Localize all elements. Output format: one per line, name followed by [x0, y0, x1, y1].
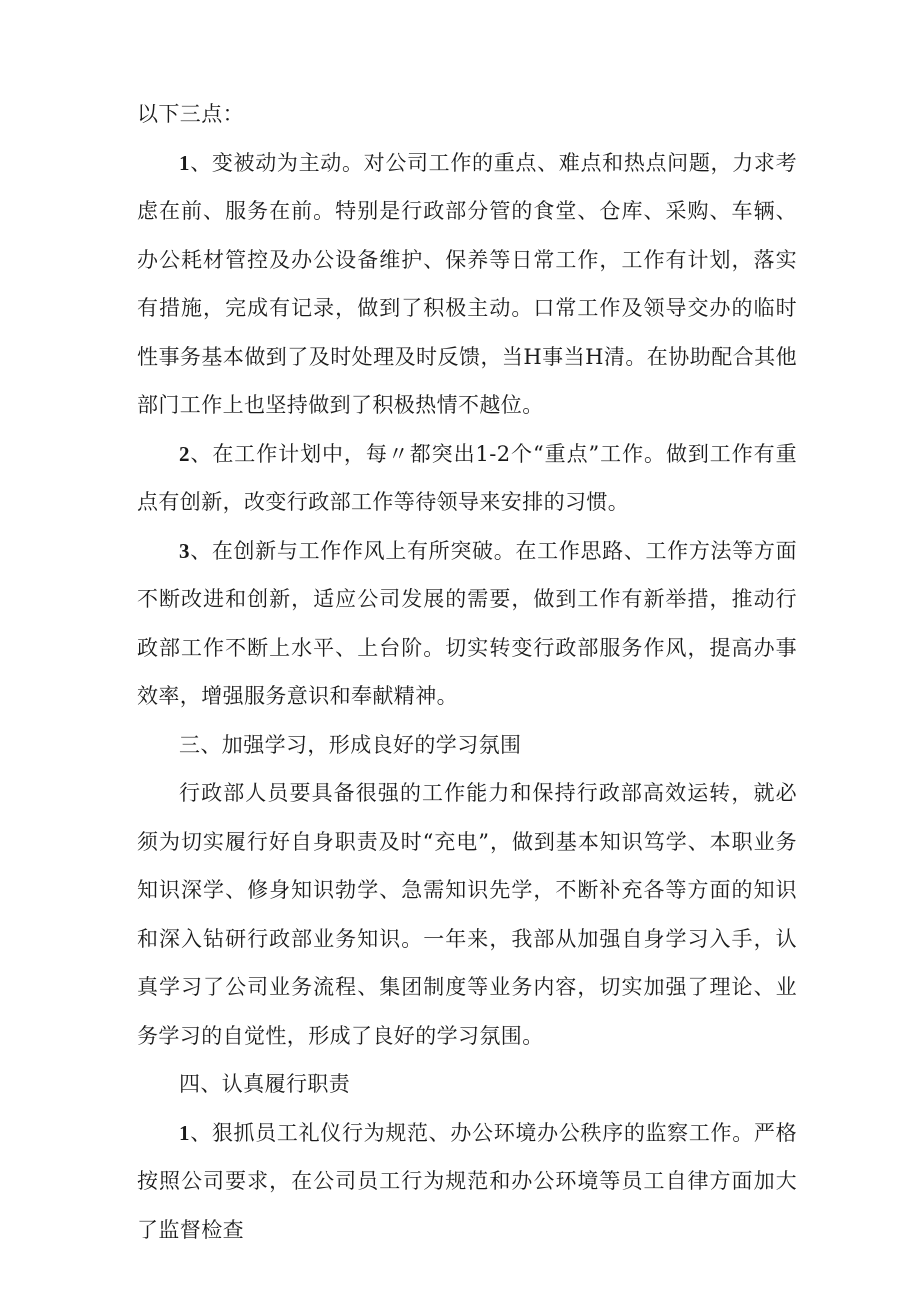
paragraph-intro — [137, 90, 797, 139]
heading-text: 三、加强学习，形成良好的学习氛围 — [179, 732, 522, 757]
document-body — [137, 90, 797, 1254]
item-number: 1 — [179, 150, 190, 175]
item-number: 3 — [179, 538, 190, 563]
paragraph-text: 、狠抓员工礼仪行为规范、办公环境办公秩序的监察工作。严格按照公司要求，在公司员工行为规范和办公环境等员工自律方面加大了监督检查 — [137, 1120, 797, 1242]
item-number: 2 — [179, 441, 190, 466]
paragraph-item-2 — [137, 430, 797, 527]
item-number: 1 — [179, 1120, 190, 1145]
section-heading-4 — [137, 1060, 797, 1109]
paragraph-text: 行政部人员要具备很强的工作能力和保持行政部高效运转，就必须为切实履行好自身职责及时“充电”，做到基本知识笃学、本职业务知识深学、修身知识勃学、急需知识先学，不断补充各等方面的知识和深入钻研行政部业务知识。一年来，我部从加强自身学习入手，认真学习了公司业务流程、集团制度等业务内容，切实加强了理论、业务学习的自觉性，形成了良好的学习氛围。 — [137, 781, 797, 1048]
paragraph-duty-1 — [137, 1109, 797, 1255]
paragraph-text: 、在创新与工作作风上有所突破。在工作思路、工作方法等方面不断改进和创新，适应公司发展的需要，做到工作有新举措，推动行政部工作不断上水平、上台阶。切实转变行政部服务作风，提高办事效率，增强服务意识和奉献精神。 — [137, 538, 797, 708]
paragraph-text: 、在工作计划中，每〃都突出1-2个“重点”工作。做到工作有重点有创新，改变行政部工作等待领导来安排的习惯。 — [137, 441, 797, 514]
heading-text: 四、认真履行职责 — [179, 1072, 351, 1096]
paragraph-text: 、变被动为主动。对公司工作的重点、难点和热点问题，力求考虑在前、服务在前。特别是行政部分管的食堂、仓库、采购、车辆、办公耗材管控及办公设备维护、保养等日常工作，工作有计划，落实有措施，完成有记录，做到了积极主动。口常工作及领导交办的临时性事务基本做到了及时处理及时反馈，当H事当H清。在协助配合其他部门工作上也坚持做到了积极热情不越位。 — [137, 150, 797, 417]
section-heading-3 — [137, 721, 797, 770]
paragraph-item-1 — [137, 139, 797, 430]
paragraph-item-3 — [137, 527, 797, 721]
paragraph-text: 以下三点： — [137, 102, 244, 126]
paragraph-study — [137, 769, 797, 1060]
